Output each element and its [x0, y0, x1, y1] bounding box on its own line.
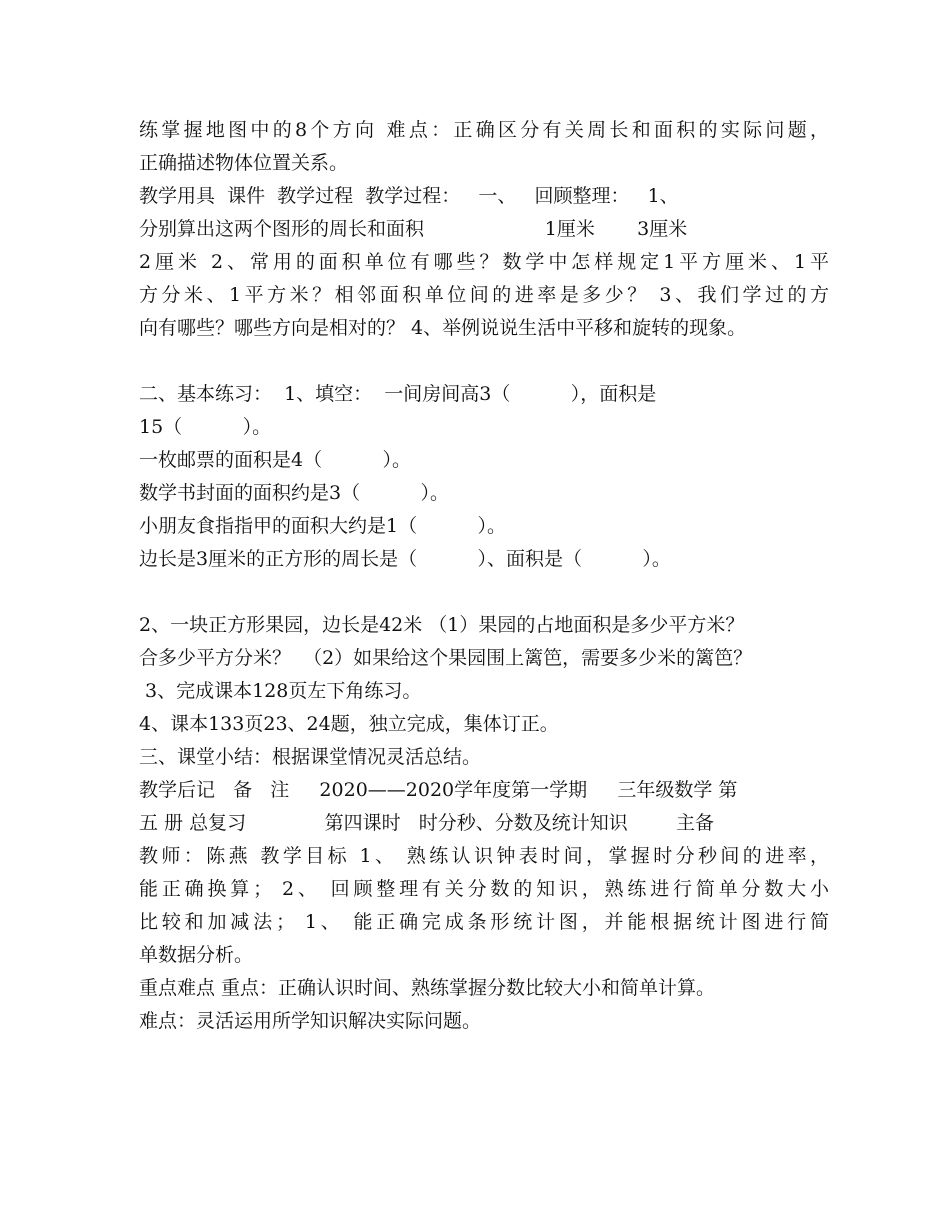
text-line: 教师：陈燕 教学目标 1、 熟练认识钟表时间，掌握时分秒间的进率， [139, 845, 829, 867]
text-line: 分别算出这两个图形的周长和面积 1厘米 3厘米 [139, 218, 688, 240]
text-line: 方分米、1平方米？相邻面积单位间的进率是多少？ 3、我们学过的方 [139, 284, 829, 306]
text-line: 五 册 总复习 第四课时 时分秒、分数及统计知识 主备 [139, 812, 715, 834]
text-line: 2、一块正方形果园，边长是42米 （1）果园的占地面积是多少平方米？ [139, 614, 745, 636]
text-line: 数学书封面的面积约是3（ ）。 [139, 482, 449, 504]
text-line: 正确描述物体位置关系。 [139, 152, 349, 174]
text-line: 3、完成课本128页左下角练习。 [139, 680, 422, 702]
text-line: 比较和加减法； 1、 能正确完成条形统计图，并能根据统计图进行简 [139, 911, 829, 933]
text-line: 单数据分析。 [139, 944, 254, 966]
text-line: 二、基本练习： 1、填空： 一间房间高3（ ），面积是 [139, 383, 657, 405]
text-line: 重点难点 重点：正确认识时间、熟练掌握分数比较大小和简单计算。 [139, 977, 716, 999]
text-line: 能正确换算； 2、 回顾整理有关分数的知识，熟练进行简单分数大小 [139, 878, 829, 900]
text-line: 4、课本133页23、24题，独立完成，集体订正。 [139, 713, 559, 735]
text-line: 一枚邮票的面积是4（ ）。 [139, 449, 411, 471]
text-line: 边长是3厘米的正方形的周长是（ ）、面积是（ ）。 [139, 548, 671, 570]
blank-line [139, 576, 829, 609]
text-line: 15（ ）。 [139, 416, 272, 438]
text-line: 练掌握地图中的8个方向 难点：正确区分有关周长和面积的实际问题， [139, 119, 829, 141]
text-line: 2厘米 2、常用的面积单位有哪些？数学中怎样规定1平方厘米、1平 [139, 251, 829, 273]
text-line: 三、课堂小结：根据课堂情况灵活总结。 [139, 746, 482, 768]
text-line: 难点：灵活运用所学知识解决实际问题。 [139, 1010, 482, 1032]
text-line: 教学用具 课件 教学过程 教学过程： 一、 回顾整理： 1、 [139, 185, 679, 207]
text-line: 向有哪些？哪些方向是相对的？ 4、举例说说生活中平移和旋转的现象。 [139, 317, 747, 339]
text-line: 合多少平方分米？ （2）如果给这个果园围上篱笆，需要多少米的篱笆？ [139, 647, 753, 669]
text-line: 小朋友食指指甲的面积大约是1（ ）。 [139, 515, 506, 537]
text-line: 教学后记 备 注 2020——2020学年度第一学期 三年级数学 第 [139, 779, 738, 801]
document-body [139, 114, 829, 1038]
blank-line [139, 345, 829, 378]
